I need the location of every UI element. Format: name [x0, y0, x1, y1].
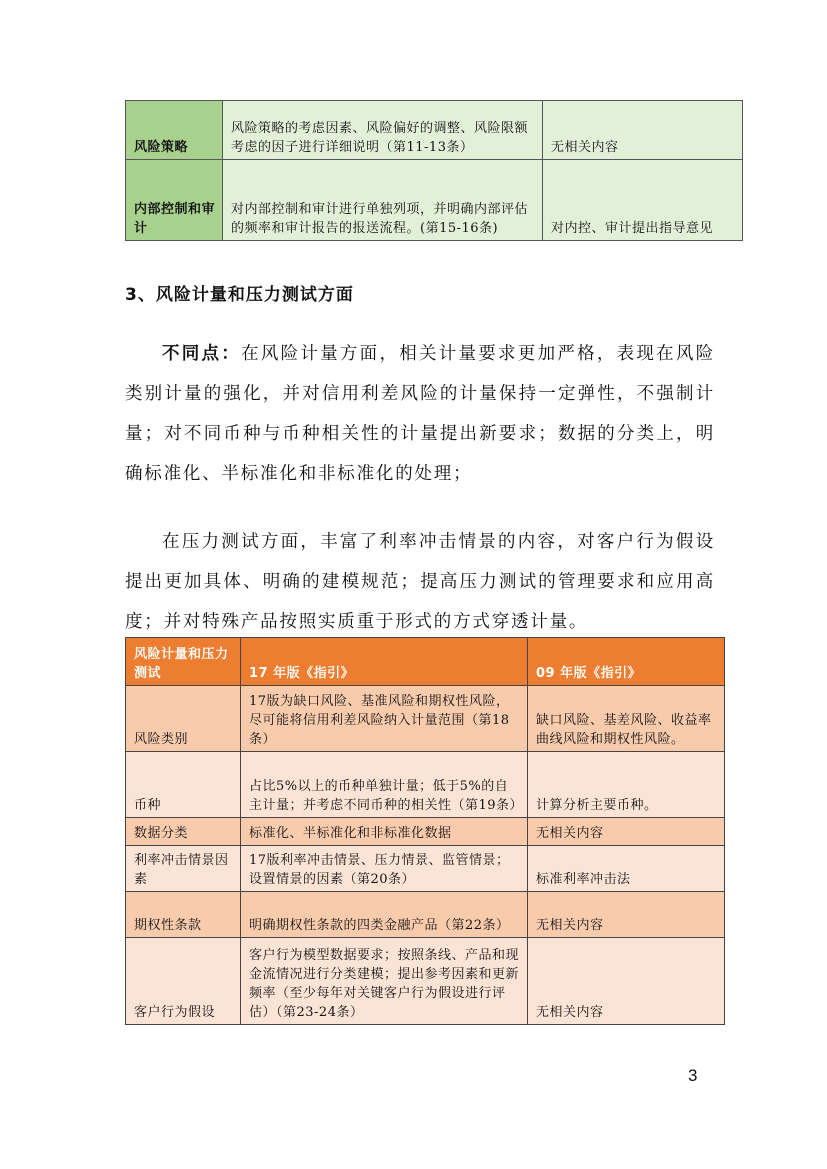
table-row [126, 160, 743, 241]
column-header: 风险计量和压力测试 [126, 638, 241, 686]
row-2017: 明确期权性条款的四类金融产品（第22条） [241, 892, 528, 938]
row-2009: 无相关内容 [528, 892, 725, 938]
row-content: 风险策略的考虑因素、风险偏好的调整、风险限额考虑的因子进行详细说明（第11-13条） [223, 101, 543, 160]
paragraph-lead: 不同点： [162, 344, 242, 364]
row-category: 数据分类 [126, 818, 241, 846]
section-heading: 3、风险计量和压力测试方面 [125, 285, 354, 305]
row-content: 对内部控制和审计进行单独列项，并明确内部评估的频率和审计报告的报送流程。(第15-16条) [223, 160, 543, 241]
row-comparison: 对内控、审计提出指导意见 [543, 160, 743, 241]
governance-table [125, 100, 743, 241]
paragraph-differences [125, 334, 715, 494]
paragraph-text: 在风险计量方面，相关计量要求更加严格，表现在风险类别计量的强化，并对信用利差风险的计量保持一定弹性，不强制计量；对不同币种与币种相关性的计量提出新要求；数据的分类上，明确标准化、半标准化和非标准化的处理； [125, 344, 716, 484]
row-comparison: 无相关内容 [543, 101, 743, 160]
row-category: 利率冲击情景因素 [126, 846, 241, 892]
row-2009: 无相关内容 [528, 818, 725, 846]
row-2017: 17版为缺口风险、基准风险和期权性风险，尽可能将信用利差风险纳入计量范围（第18条） [241, 686, 528, 752]
row-2017: 标准化、半标准化和非标准化数据 [241, 818, 528, 846]
row-category: 风险类别 [126, 686, 241, 752]
table-row [126, 752, 725, 818]
paragraph-stress-test: 在压力测试方面，丰富了利率冲击情景的内容，对客户行为假设提出更加具体、明确的建模规范；提高压力测试的管理要求和应用高度；并对特殊产品按照实质重于形式的方式穿透计量。 [125, 532, 715, 632]
comparison-table [125, 637, 725, 1025]
row-category: 客户行为假设 [126, 938, 241, 1025]
table-row [126, 938, 725, 1025]
row-label: 风险策略 [126, 101, 223, 160]
row-2009: 标准利率冲击法 [528, 846, 725, 892]
table-row [126, 892, 725, 938]
row-2017: 17版利率冲击情景、压力情景、监管情景；设置情景的因素（第20条） [241, 846, 528, 892]
table-row [126, 818, 725, 846]
table-row [126, 101, 743, 160]
row-2017: 占比5%以上的币种单独计量；低于5%的自主计量；并考虑不同币种的相关性（第19条） [241, 752, 528, 818]
row-label: 内部控制和审计 [126, 160, 223, 241]
table-header-row [126, 638, 725, 686]
row-2009: 计算分析主要币种。 [528, 752, 725, 818]
row-2017: 客户行为模型数据要求；按照条线、产品和现金流情况进行分类建模；提出参考因素和更新频率（至少每年对关键客户行为假设进行评估）（第23-24条） [241, 938, 528, 1025]
column-header: 17 年版《指引》 [241, 638, 528, 686]
row-category: 币种 [126, 752, 241, 818]
row-2009: 缺口风险、基差风险、收益率曲线风险和期权性风险。 [528, 686, 725, 752]
row-2009: 无相关内容 [528, 938, 725, 1025]
table-row [126, 686, 725, 752]
column-header: 09 年版《指引》 [528, 638, 725, 686]
row-category: 期权性条款 [126, 892, 241, 938]
page-number: 3 [688, 1066, 698, 1085]
table-row [126, 846, 725, 892]
